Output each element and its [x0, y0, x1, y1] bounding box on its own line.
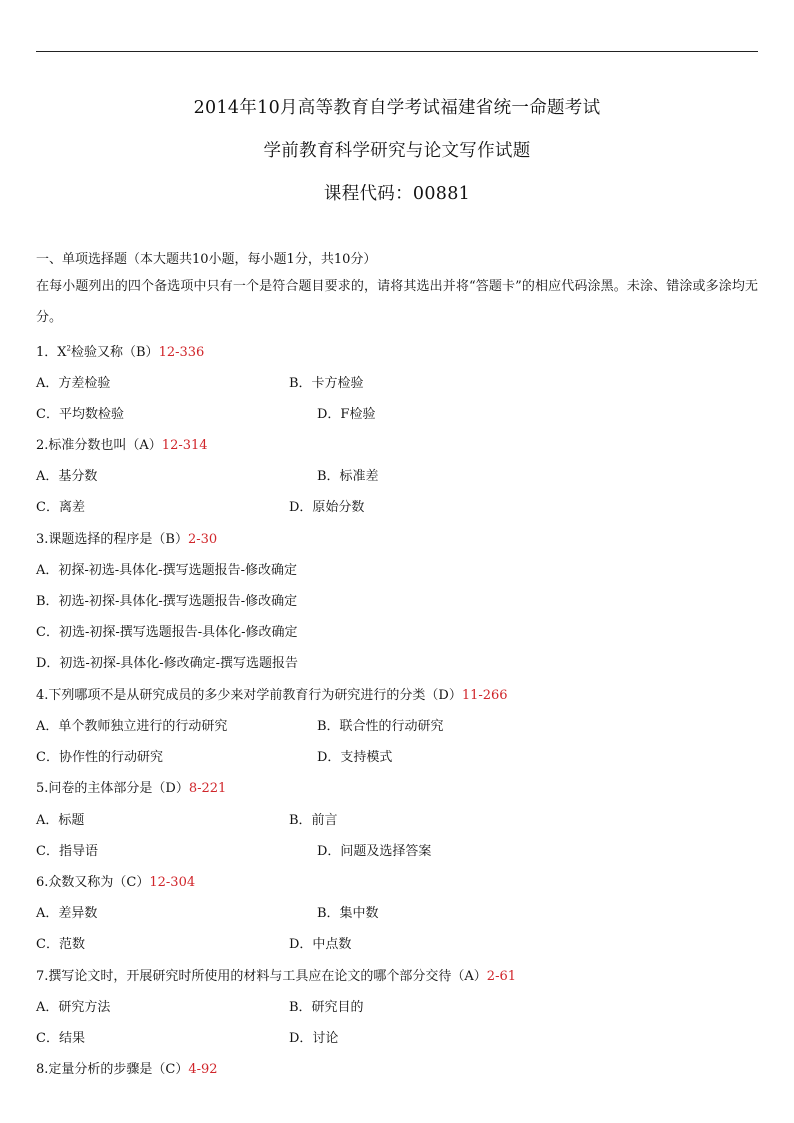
- option-a: A．差异数: [36, 906, 98, 921]
- course-code: 课程代码：00881: [323, 184, 471, 204]
- stem-superscript: 2: [66, 344, 71, 353]
- stem-text: 6.众数又称为（C）: [36, 875, 150, 890]
- option-a: A．单个教师独立进行的行动研究: [36, 719, 228, 734]
- question-stem: [36, 684, 508, 703]
- option-c: C．协作性的行动研究: [36, 750, 163, 765]
- stem-text: 3.课题选择的程序是（B）: [36, 532, 188, 547]
- option-c: C．指导语: [36, 844, 98, 859]
- page-reference: 2-61: [486, 969, 517, 984]
- question-stem: [36, 341, 204, 360]
- option-d: D．初选-初探-具体化-修改确定-撰写选题报告: [36, 656, 298, 671]
- stem-text: 5.问卷的主体部分是（D）: [36, 781, 189, 796]
- stem-text: 4.下列哪项不是从研究成员的多少来对学前教育行为研究进行的分类（D）: [36, 688, 462, 703]
- option-a: A．方差检验: [36, 376, 111, 391]
- option-b: B．初选-初探-具体化-撰写选题报告-修改确定: [36, 594, 298, 609]
- option-c: C．结果: [36, 1031, 85, 1046]
- question-stem: [36, 528, 217, 547]
- option-d: D．问题及选择答案: [317, 844, 432, 859]
- page-reference: 12-304: [149, 875, 196, 890]
- option-d: D．原始分数: [289, 500, 365, 515]
- option-b: B．集中数: [317, 906, 379, 921]
- page-reference: 8-221: [188, 781, 227, 796]
- option-b: B．研究目的: [289, 1000, 364, 1015]
- page-reference: 11-266: [461, 688, 508, 703]
- section-heading: 一、单项选择题（本大题共10小题，每小题1分，共10分）: [36, 252, 377, 267]
- stem-prefix: 1．X: [36, 345, 67, 360]
- option-d: D．中点数: [289, 937, 352, 952]
- option-a: A．标题: [36, 813, 85, 828]
- question-stem: [36, 965, 516, 984]
- option-b: B．前言: [289, 813, 338, 828]
- option-c: C．范数: [36, 937, 85, 952]
- option-c: C．初选-初探-撰写选题报告-具体化-修改确定: [36, 625, 298, 640]
- page-reference: 4-92: [188, 1062, 218, 1077]
- header-rule: [36, 51, 758, 52]
- stem-text: 检验又称（B）: [71, 345, 159, 360]
- stem-text: 8.定量分析的步骤是（C）: [36, 1062, 189, 1077]
- page-reference: 12-314: [161, 438, 208, 453]
- page-reference: 12-336: [158, 345, 205, 360]
- option-c: C．平均数检验: [36, 407, 124, 422]
- option-b: B．联合性的行动研究: [317, 719, 444, 734]
- question-stem: [36, 871, 195, 890]
- section-instructions: 在每小题列出的四个备选项中只有一个是符合题目要求的，请将其选出并将“答题卡”的相应代码涂黑。未涂、错涂或多涂均无分。: [36, 279, 758, 325]
- option-b: B．标准差: [317, 469, 379, 484]
- option-d: D．支持模式: [317, 750, 393, 765]
- stem-text: 7.撰写论文时，开展研究时所使用的材料与工具应在论文的哪个部分交待（A）: [36, 969, 487, 984]
- subject-title: 学前教育科学研究与论文写作试题: [263, 141, 531, 161]
- option-a: A．基分数: [36, 469, 98, 484]
- question-stem: [36, 777, 226, 796]
- option-d: D．讨论: [289, 1031, 339, 1046]
- stem-text: 2.标准分数也叫（A）: [36, 438, 162, 453]
- option-a: A．研究方法: [36, 1000, 111, 1015]
- option-a: A．初探-初选-具体化-撰写选题报告-修改确定: [36, 563, 297, 578]
- option-d: D．F检验: [317, 407, 376, 422]
- page-reference: 2-30: [187, 532, 218, 547]
- exam-title: 2014年10月高等教育自学考试福建省统一命题考试: [193, 98, 601, 118]
- option-b: B．卡方检验: [289, 376, 364, 391]
- question-stem: [36, 434, 208, 453]
- question-stem: [36, 1058, 218, 1077]
- option-c: C．离差: [36, 500, 85, 515]
